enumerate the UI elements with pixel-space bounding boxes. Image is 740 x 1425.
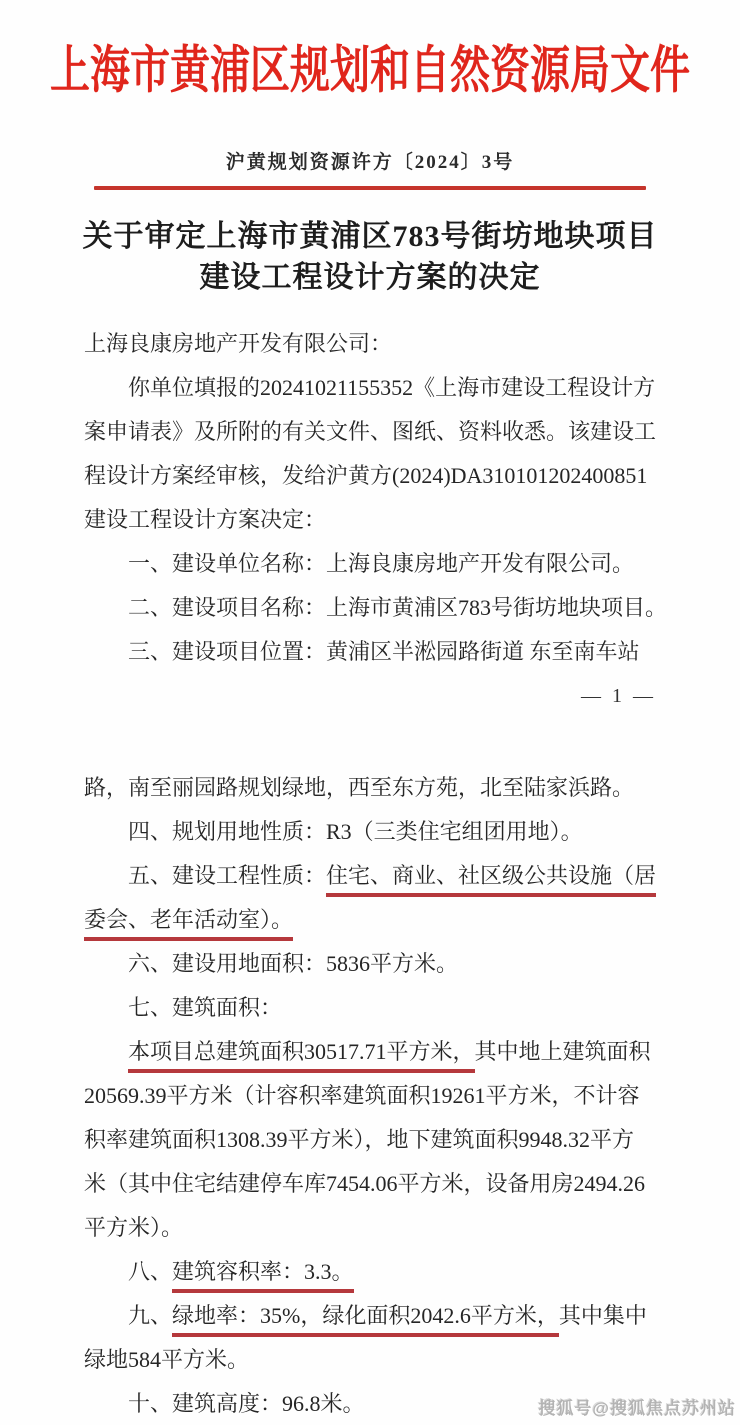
text-line [84,1294,656,1338]
text-segment: 米（其中住宅结建停车库7454.06平方米，设备用房2494.26 [84,1171,646,1196]
underlined-text: 建筑容积率：3.3。 [172,1259,354,1293]
text-line [84,1118,656,1162]
text-segment: 上海良康房地产开发有限公司： [84,331,393,356]
text-segment: 其中集中 [558,1303,647,1328]
text-line [84,1250,656,1294]
text-segment: 十、建筑高度：96.8米。 [128,1391,365,1416]
text-line [84,1030,656,1074]
text-line [84,986,656,1030]
text-segment: 平方米）。 [84,1215,184,1240]
document-title-line1: 关于审定上海市黄浦区783号街坊地块项目 [82,220,658,253]
text-line [84,410,656,454]
text-line [84,1206,656,1250]
underlined-text: 绿地率：35%，绿化面积2042.6平方米， [172,1303,559,1337]
text-line [84,942,656,986]
text-line [84,630,656,674]
text-segment: 九、 [128,1303,173,1328]
underlined-text: 本项目总建筑面积30517.71平方米， [128,1039,475,1073]
text-segment: 积率建筑面积1308.39平方米），地下建筑面积9948.32平方 [84,1127,635,1152]
text-line [84,1338,656,1382]
text-line [84,586,668,630]
text-line [84,854,656,898]
text-line [84,1162,656,1206]
body-text-page2 [84,766,656,1425]
text-segment: 一、建设单位名称：上海良康房地产开发有限公司。 [128,551,635,576]
text-segment: 五、建设工程性质： [128,863,327,888]
body-text-page1 [84,322,668,674]
text-line [84,1074,656,1118]
text-segment: 绿地584平方米。 [84,1347,250,1372]
text-line [84,766,656,810]
document-title-line2: 建设工程设计方案的决定 [199,261,541,294]
sohu-watermark: 搜狐号@搜狐焦点苏州站 [538,1399,736,1418]
letterhead-divider-rule [94,186,646,190]
text-segment: 案申请表》及所附的有关文件、图纸、资料收悉。该建设工 [84,419,657,444]
text-segment: 其中地上建筑面积 [474,1039,651,1064]
text-line [84,498,656,542]
text-segment: 20569.39平方米（计容积率建筑面积19261平方米，不计容 [84,1083,640,1108]
text-segment: 二、建设项目名称：上海市黄浦区783号街坊地块项目。 [128,595,668,620]
agency-letterhead-title: 上海市黄浦区规划和自然资源局文件 [50,41,690,100]
text-segment: 七、建筑面积： [128,995,283,1020]
text-segment: 程设计方案经审核，发给沪黄方(2024)DA310101202400851 [84,463,648,488]
document-title [0,216,740,298]
text-segment: 三、建设项目位置：黄浦区半淞园路街道 东至南车站 [128,639,640,664]
page-break-gap [0,716,740,742]
underlined-text: 委会、老年活动室）。 [84,907,293,941]
text-line [84,366,656,410]
text-segment: 路，南至丽园路规划绿地，西至东方苑，北至陆家浜路。 [84,775,635,800]
text-segment: 你单位填报的20241021155352《上海市建设工程设计方 [128,375,656,400]
underlined-text: 住宅、商业、社区级公共设施（居 [326,863,656,897]
text-segment: 四、规划用地性质：R3（三类住宅组团用地）。 [128,819,583,844]
text-line [84,810,656,854]
page-number: — 1 — [581,685,656,707]
text-line [84,454,656,498]
text-line [84,322,656,366]
text-segment: 建设工程设计方案决定： [84,507,327,532]
document-number: 沪黄规划资源许方〔2024〕3号 [225,152,515,173]
text-line [84,898,656,942]
text-segment: 六、建设用地面积：5836平方米。 [128,951,459,976]
text-line [84,542,656,586]
text-segment: 八、 [128,1259,173,1284]
